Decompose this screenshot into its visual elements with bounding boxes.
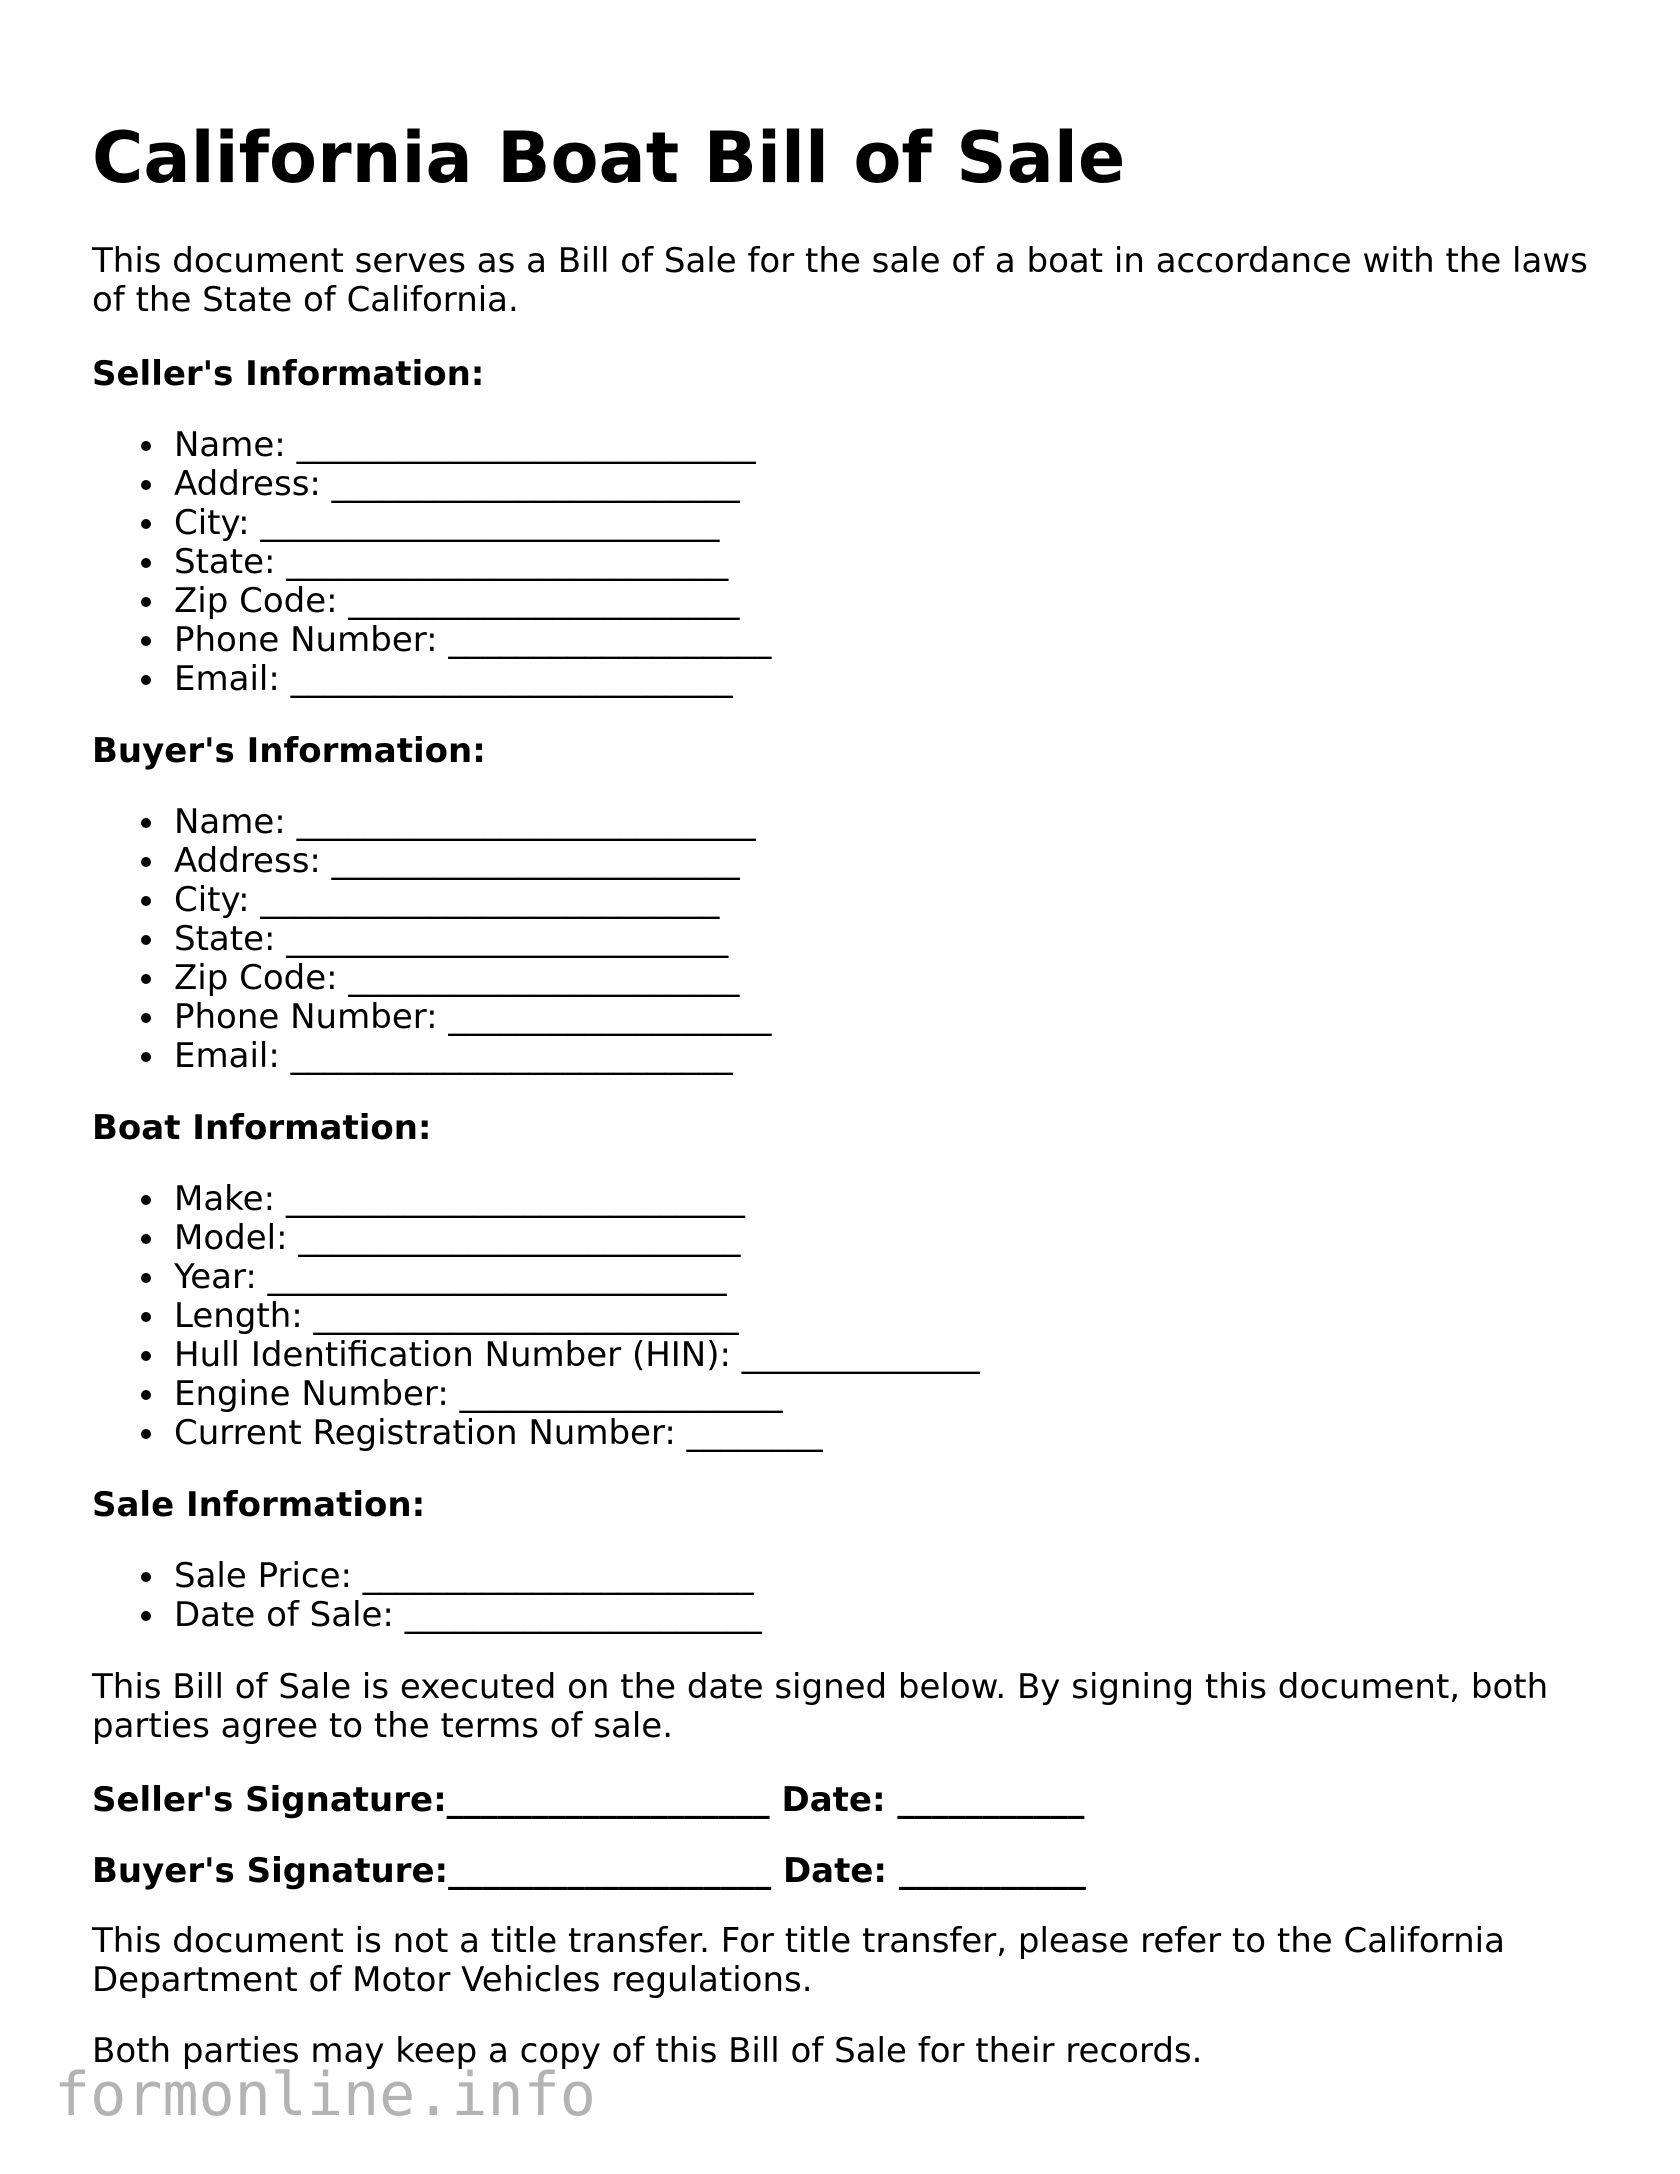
buyer-name-field[interactable]: Name: ___________________________ — [174, 803, 771, 842]
buyer-fields — [92, 803, 771, 1076]
boat-length-field[interactable]: Length: _________________________ — [174, 1297, 980, 1336]
boat-fields — [92, 1180, 980, 1453]
buyer-heading: Buyer's Information: — [92, 731, 486, 771]
boat-engine-number-field[interactable]: Engine Number: ___________________ — [174, 1375, 980, 1414]
buyer-signature-line[interactable] — [92, 1852, 1086, 1891]
buyer-email-field[interactable]: Email: __________________________ — [174, 1037, 771, 1076]
boat-make-field[interactable]: Make: ___________________________ — [174, 1180, 980, 1219]
buyer-zip-field[interactable]: Zip Code: _______________________ — [174, 959, 771, 998]
boat-hin-field[interactable]: Hull Identification Number (HIN): ______________ — [174, 1335, 980, 1375]
boat-heading: Boat Information: — [92, 1108, 432, 1148]
sale-heading: Sale Information: — [92, 1485, 426, 1525]
seller-state-field[interactable]: State: __________________________ — [174, 543, 771, 582]
seller-name-field[interactable]: Name: ___________________________ — [174, 426, 771, 465]
boat-model-field[interactable]: Model: __________________________ — [174, 1219, 980, 1258]
execution-paragraph: This Bill of Sale is executed on the date signed below. By signing this document, both parties agree to the terms of sale. — [92, 1667, 1549, 1746]
seller-signature-label: Seller's Signature:___________________ Date: ___________ — [92, 1780, 1085, 1820]
watermark-text: formonline.info — [54, 2060, 596, 2130]
sale-fields — [92, 1557, 762, 1635]
document-title: California Boat Bill of Sale — [92, 117, 1126, 199]
sale-price-field[interactable]: Sale Price: _______________________ — [174, 1557, 762, 1596]
buyer-signature-label: Buyer's Signature:___________________ Date: ___________ — [92, 1851, 1086, 1891]
seller-email-field[interactable]: Email: __________________________ — [174, 660, 771, 699]
seller-fields — [92, 426, 771, 699]
seller-signature-line[interactable] — [92, 1781, 1084, 1820]
seller-zip-field[interactable]: Zip Code: _______________________ — [174, 582, 771, 621]
buyer-phone-field[interactable]: Phone Number: ___________________ — [174, 997, 772, 1037]
title-transfer-note: This document is not a title transfer. For title transfer, please refer to the California Department of Motor Vehicles regulations. — [92, 1921, 1505, 2000]
seller-address-field[interactable]: Address: ________________________ — [174, 465, 771, 504]
seller-city-field[interactable]: City: ___________________________ — [174, 504, 771, 543]
boat-registration-field[interactable]: Current Registration Number: ________ — [174, 1414, 980, 1453]
buyer-city-field[interactable]: City: ___________________________ — [174, 881, 771, 920]
buyer-state-field[interactable]: State: __________________________ — [174, 920, 771, 959]
boat-year-field[interactable]: Year: ___________________________ — [174, 1258, 980, 1297]
buyer-address-field[interactable]: Address: ________________________ — [174, 842, 771, 881]
records-note: Both parties may keep a copy of this Bill of Sale for their records. — [92, 2031, 1203, 2071]
intro-paragraph: This document serves as a Bill of Sale for the sale of a boat in accordance with the laws of the State of California. — [92, 241, 1588, 320]
seller-phone-field[interactable]: Phone Number: ___________________ — [174, 620, 772, 660]
seller-heading: Seller's Information: — [92, 354, 485, 394]
sale-date-field[interactable]: Date of Sale: _____________________ — [174, 1595, 762, 1635]
